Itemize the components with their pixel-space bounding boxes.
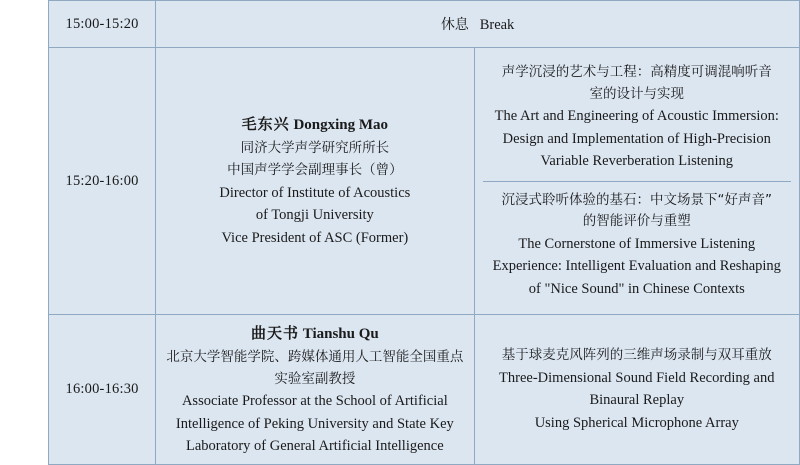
topic-line-cn: 室的设计与实现	[589, 85, 685, 102]
speaker-name-cn: 毛东兴	[241, 115, 290, 134]
topic-cell	[474, 315, 799, 465]
topic-line-cn: 基于球麦克风阵列的三维声场录制与双耳重放	[501, 347, 772, 364]
speaker-affiliation-line: Director of Institute of Acoustics	[219, 184, 411, 201]
table-row	[49, 315, 800, 465]
topic-block	[483, 54, 791, 181]
speaker-affiliation-line: 北京大学智能学院、跨媒体通用人工智能全国重点	[166, 349, 464, 366]
speaker-affiliation-line: Laboratory of General Artificial Intelligence	[186, 438, 444, 455]
speaker-name-en: Dongxing Mao	[293, 117, 389, 134]
speaker-name	[164, 322, 465, 346]
speaker-affiliation-line: 同济大学声学研究所所长	[240, 140, 390, 157]
speaker-affiliation-line: 中国声学学会副理事长（曾）	[227, 162, 403, 179]
break-label-cn: 休息	[440, 17, 469, 33]
speaker-cell	[156, 315, 474, 465]
schedule-table	[48, 0, 800, 465]
table-row	[49, 48, 800, 315]
speaker-name-en: Tianshu Qu	[302, 325, 379, 342]
speaker-affiliation-line: Intelligence of Peking University and State Key	[175, 415, 454, 432]
topic-line-en: The Art and Engineering of Acoustic Immersion:	[494, 108, 779, 125]
time-cell: 15:00-15:20	[49, 1, 156, 48]
table-row	[49, 1, 800, 48]
time-cell: 16:00-16:30	[49, 315, 156, 465]
topic-cell	[474, 48, 799, 315]
topic-line-cn: 的智能评价与重塑	[582, 213, 691, 230]
time-cell: 15:20-16:00	[49, 48, 156, 315]
topic-line-en: Experience: Intelligent Evaluation and Reshaping	[492, 258, 781, 275]
topic-line-en: Three-Dimensional Sound Field Recording and	[499, 369, 775, 386]
speaker-cell	[156, 48, 474, 315]
topic-block	[483, 181, 791, 309]
speaker-name-cn: 曲天书	[250, 323, 299, 342]
speaker-affiliation-line: Associate Professor at the School of Artificial	[181, 393, 448, 410]
topic-line-cn: 声学沉浸的艺术与工程：高精度可调混响听音	[501, 64, 772, 80]
break-label-en: Break	[479, 17, 515, 33]
break-cell	[156, 1, 800, 48]
speaker-name	[164, 113, 465, 137]
topic-line-en: The Cornerstone of Immersive Listening	[518, 235, 756, 252]
topic-line-en: Variable Reverberation Listening	[540, 153, 734, 170]
topic-line-en: of "Nice Sound" in Chinese Contexts	[528, 280, 745, 297]
topic-line-en: Binaural Replay	[589, 392, 685, 409]
topic-line-cn: 沉浸式聆听体验的基石：中文场景下“好声音”	[501, 191, 773, 208]
speaker-affiliation-line: 实验室副教授	[274, 370, 356, 387]
topic-line-en: Design and Implementation of High-Precision	[502, 130, 771, 147]
topic-block	[483, 337, 791, 442]
speaker-affiliation-line: Vice President of ASC (Former)	[221, 229, 409, 246]
topic-line-en: Using Spherical Microphone Array	[534, 414, 739, 431]
speaker-affiliation-line: of Tongji University	[255, 207, 374, 224]
